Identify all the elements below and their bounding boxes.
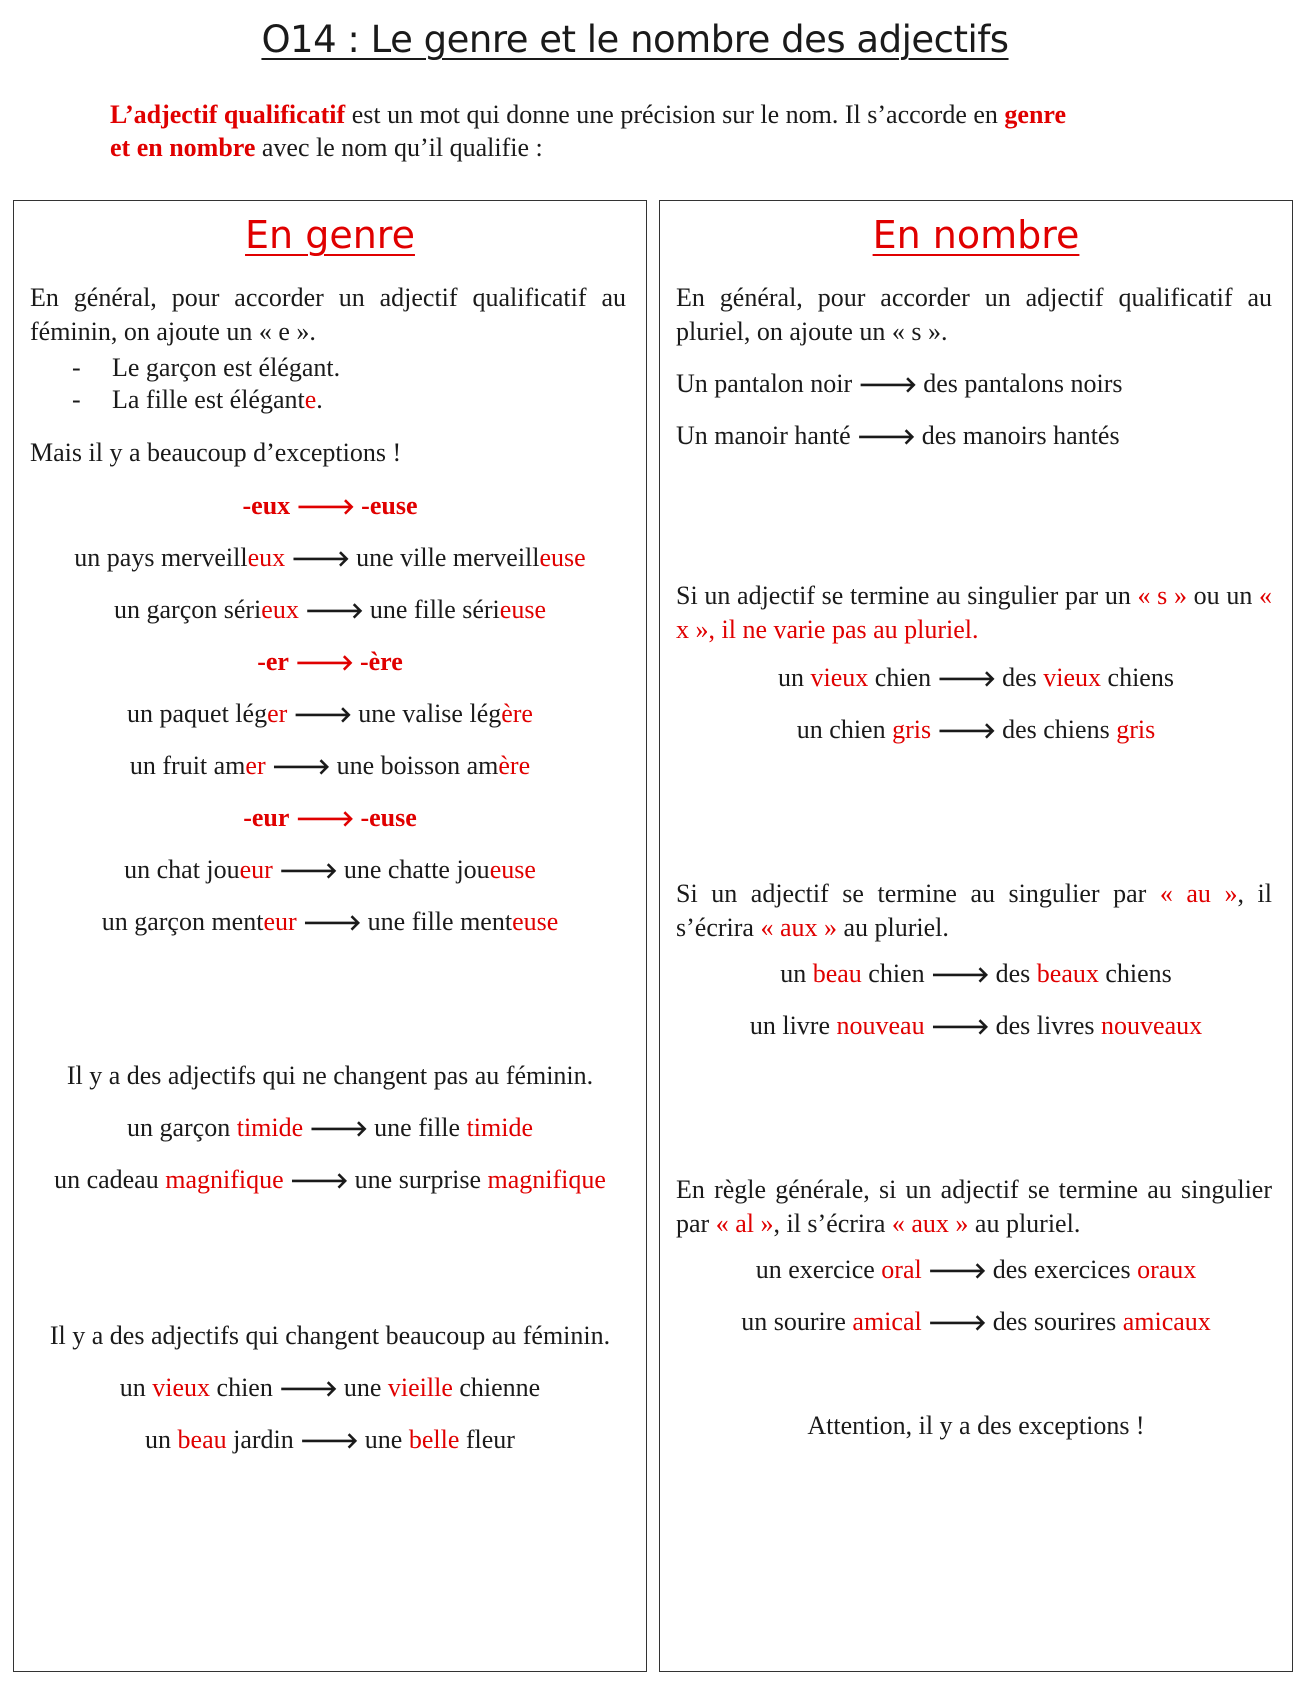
panel-nombre xyxy=(659,200,1293,1672)
highlight: belle xyxy=(408,1425,460,1454)
highlight: « aux » xyxy=(760,913,837,942)
example-row xyxy=(660,661,1292,697)
panel-nombre-title: En nombre xyxy=(872,213,1080,257)
text: , il s’écrira xyxy=(676,879,1272,942)
arrow-icon: 🡒 xyxy=(289,1169,349,1194)
example-row xyxy=(14,593,646,629)
highlight: euse xyxy=(499,595,546,624)
text: , il s’écrira xyxy=(773,1209,892,1238)
text: un chat jou xyxy=(124,855,240,884)
highlight: « al » xyxy=(715,1209,774,1238)
highlight: vieille xyxy=(387,1373,453,1402)
rule-s-x xyxy=(676,579,1272,647)
highlight: vieux xyxy=(1043,663,1102,692)
example-row xyxy=(676,419,1120,455)
text: une fille ment xyxy=(367,907,513,936)
arrow-icon: 🡒 xyxy=(927,1311,987,1336)
text: une boisson am xyxy=(336,751,499,780)
text: des sourires xyxy=(992,1307,1123,1336)
highlight: « au » xyxy=(1159,879,1238,908)
highlight: ère xyxy=(501,699,533,728)
text: des pantalons noirs xyxy=(923,369,1123,398)
arrow-icon: 🡒 xyxy=(858,373,918,398)
highlight: nouveaux xyxy=(1101,1011,1203,1040)
text: des manoirs hantés xyxy=(921,421,1120,450)
highlight: magnifique xyxy=(165,1165,284,1194)
panel-genre-title: En genre xyxy=(245,213,415,257)
text: au pluriel. xyxy=(968,1209,1081,1238)
text: des chiens xyxy=(1002,715,1117,744)
text: jardin xyxy=(226,1425,294,1454)
arrow-icon: 🡒 xyxy=(271,755,331,780)
text: une valise lég xyxy=(358,699,502,728)
text: au pluriel. xyxy=(836,913,949,942)
text: Un pantalon noir xyxy=(676,369,853,398)
rule-er-ere xyxy=(14,645,646,681)
genre-example-1: Le garçon est élégant. xyxy=(112,353,341,382)
suffix-from: -er xyxy=(257,647,289,676)
highlight: « s » xyxy=(1137,581,1187,610)
arrow-icon: 🡒 xyxy=(930,1015,990,1040)
highlight: timide xyxy=(466,1113,534,1142)
highlight: oral xyxy=(881,1255,922,1284)
text: chiens xyxy=(1098,959,1172,988)
arrow-icon: 🡒 xyxy=(856,425,916,450)
text: un paquet lég xyxy=(127,699,268,728)
highlight: vieux xyxy=(810,663,869,692)
rule-au xyxy=(676,877,1272,945)
text: un garçon ment xyxy=(101,907,264,936)
suffix-to: -ère xyxy=(359,647,403,676)
page-title: O14 : Le genre et le nombre des adjectifs xyxy=(261,18,1009,61)
highlight: euse xyxy=(539,543,586,572)
example-row xyxy=(676,367,1123,403)
intro-genre: genre xyxy=(1004,100,1067,129)
suffix-from: -eur xyxy=(243,803,290,832)
arrow-icon: 🡒 xyxy=(937,667,997,692)
highlight: e xyxy=(304,385,317,414)
text: un garçon séri xyxy=(114,595,262,624)
bullet-dash: - xyxy=(72,353,81,382)
rule-al xyxy=(676,1173,1272,1241)
text: un xyxy=(145,1425,178,1454)
text: chien xyxy=(861,959,925,988)
highlight: amical xyxy=(852,1307,922,1336)
highlight: nouveau xyxy=(836,1011,925,1040)
example-row xyxy=(14,1111,646,1147)
example-row xyxy=(660,1305,1292,1341)
highlight: beaux xyxy=(1036,959,1099,988)
text: un sourire xyxy=(741,1307,853,1336)
highlight: ère xyxy=(498,751,531,780)
example-row xyxy=(14,1371,646,1407)
panel-genre xyxy=(13,200,647,1672)
text: chien xyxy=(210,1373,273,1402)
highlight: eux xyxy=(261,595,299,624)
text: une surprise xyxy=(354,1165,488,1194)
arrow-icon: 🡒 xyxy=(278,859,338,884)
rule-eur-euse xyxy=(14,801,646,837)
text: une ville merveill xyxy=(356,543,540,572)
text: un fruit am xyxy=(129,751,246,780)
text: ou un xyxy=(1186,581,1259,610)
highlight: timide xyxy=(236,1113,304,1142)
highlight: amicaux xyxy=(1122,1307,1211,1336)
suffix-from: -eux xyxy=(242,491,291,520)
highlight: beau xyxy=(812,959,862,988)
highlight: gris xyxy=(892,715,932,744)
text: une xyxy=(343,1373,388,1402)
highlight: gris xyxy=(1116,715,1156,744)
intro-term: L’adjectif qualificatif xyxy=(110,100,346,129)
suffix-to: -euse xyxy=(361,491,418,520)
text: un xyxy=(119,1373,153,1402)
arrow-icon: 🡒 xyxy=(309,1117,369,1142)
rule-eux-euse xyxy=(14,489,646,525)
example-row xyxy=(660,713,1292,749)
intro-paragraph xyxy=(110,98,1140,164)
intro-nombre: et en nombre xyxy=(110,133,256,162)
example-row xyxy=(14,853,646,889)
arrow-icon: 🡒 xyxy=(291,547,351,572)
arrow-icon: 🡒 xyxy=(296,495,356,520)
example-row xyxy=(660,1009,1292,1045)
highlight: « x », il ne varie pas au pluriel. xyxy=(676,581,1272,644)
arrow-icon: 🡒 xyxy=(937,719,997,744)
text: une chatte jou xyxy=(343,855,490,884)
text: Si un adjectif se termine au singulier par un xyxy=(676,581,1138,610)
arrow-icon: 🡒 xyxy=(304,599,364,624)
highlight: magnifique xyxy=(487,1165,606,1194)
text: chiens xyxy=(1101,663,1174,692)
text: Si un adjectif se termine au singulier par xyxy=(676,879,1160,908)
text: fleur xyxy=(459,1425,515,1454)
text: un exercice xyxy=(755,1255,882,1284)
arrow-icon: 🡒 xyxy=(927,1259,987,1284)
example-row xyxy=(14,697,646,733)
example-row xyxy=(660,1253,1292,1289)
text: Un manoir hanté xyxy=(676,421,851,450)
example-row xyxy=(14,1163,646,1199)
text: des xyxy=(1002,663,1044,692)
arrow-icon: 🡒 xyxy=(299,1429,359,1454)
bullet-dash: - xyxy=(72,385,81,414)
text: La fille est élégant xyxy=(112,385,305,414)
arrow-icon: 🡒 xyxy=(278,1377,338,1402)
nombre-rule: En général, pour accorder un adjectif qualificatif au pluriel, on ajoute un « s ». xyxy=(676,283,1272,346)
highlight: beau xyxy=(177,1425,227,1454)
genre-rule: En général, pour accorder un adjectif qualificatif au féminin, on ajoute un « e ». xyxy=(30,283,626,346)
highlight: euse xyxy=(512,907,559,936)
text: un livre xyxy=(749,1011,837,1040)
text: un chien xyxy=(796,715,893,744)
highlight: eur xyxy=(239,855,273,884)
highlight: eux xyxy=(247,543,286,572)
highlight: « aux » xyxy=(891,1209,969,1238)
example-row xyxy=(14,541,646,577)
highlight: er xyxy=(267,699,288,728)
arrow-icon: 🡒 xyxy=(293,703,353,728)
intro-text-2: avec le nom qu’il qualifie : xyxy=(255,133,543,162)
example-row xyxy=(14,905,646,941)
text: des xyxy=(995,959,1037,988)
text: un cadeau xyxy=(54,1165,166,1194)
highlight: er xyxy=(245,751,266,780)
arrow-icon: 🡒 xyxy=(930,963,990,988)
text: une xyxy=(364,1425,409,1454)
highlight: vieux xyxy=(152,1373,211,1402)
exceptions-heading: Mais il y a beaucoup d’exceptions ! xyxy=(30,438,402,467)
example-row xyxy=(14,749,646,785)
highlight: eur xyxy=(263,907,297,936)
text: chienne xyxy=(452,1373,541,1402)
text: des livres xyxy=(995,1011,1102,1040)
intro-text-1: est un mot qui donne une précision sur le nom. Il s’accorde en xyxy=(345,100,1005,129)
text: un xyxy=(778,663,811,692)
text: une fille xyxy=(374,1113,467,1142)
highlight: oraux xyxy=(1137,1255,1197,1284)
arrow-icon: 🡒 xyxy=(294,651,354,676)
genre-example-2 xyxy=(112,383,323,417)
irregular-heading: Il y a des adjectifs qui changent beaucoup au féminin. xyxy=(49,1321,611,1350)
text: des exercices xyxy=(992,1255,1138,1284)
text: En règle générale, si un adjectif se termine au singulier par xyxy=(676,1175,1272,1238)
text: un pays merveill xyxy=(74,543,248,572)
suffix-to: -euse xyxy=(360,803,417,832)
highlight: euse xyxy=(489,855,536,884)
arrow-icon: 🡒 xyxy=(302,911,362,936)
text: . xyxy=(316,385,323,414)
example-row xyxy=(14,1423,646,1459)
text: un garçon xyxy=(126,1113,237,1142)
text: chien xyxy=(868,663,932,692)
text: un xyxy=(780,959,813,988)
attention-note: Attention, il y a des exceptions ! xyxy=(807,1411,1145,1440)
example-row xyxy=(660,957,1292,993)
text: une fille séri xyxy=(369,595,500,624)
invariant-heading: Il y a des adjectifs qui ne changent pas au féminin. xyxy=(66,1061,594,1090)
arrow-icon: 🡒 xyxy=(295,807,355,832)
